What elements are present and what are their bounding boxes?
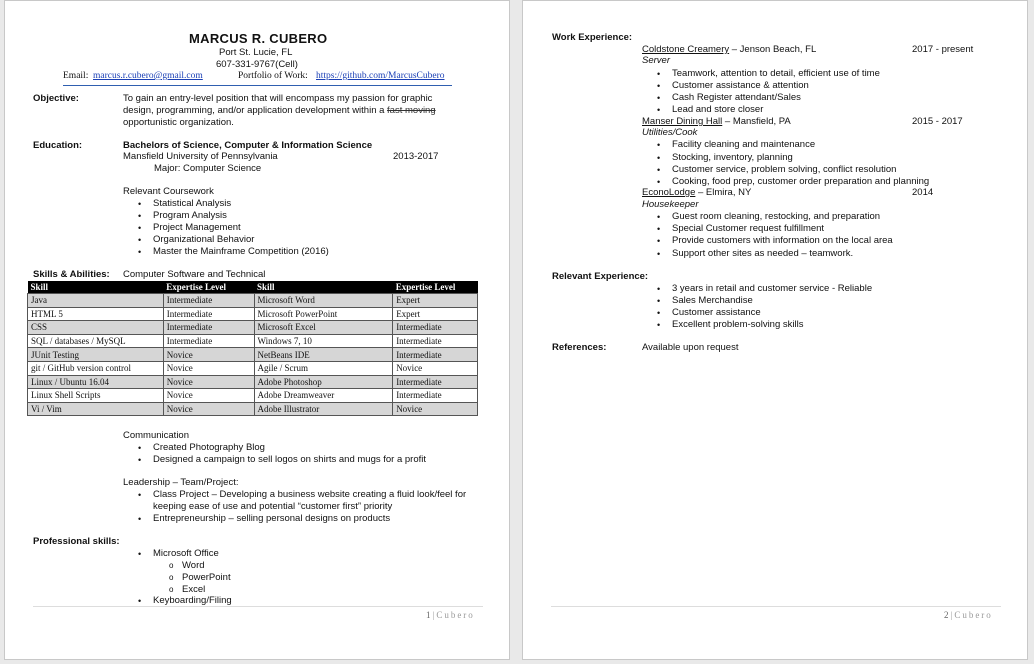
job-duty: • Guest room cleaning, restocking, and preparation: [672, 211, 880, 223]
table-cell: Linux / Ubuntu 16.04: [28, 375, 164, 389]
relevant-item: • Excellent problem-solving skills: [672, 319, 803, 331]
office-sub-item: o Excel: [182, 584, 205, 596]
email-link[interactable]: marcus.r.cubero@gmail.com: [93, 71, 203, 81]
page-number: 2: [944, 610, 951, 620]
portfolio-link[interactable]: https://github.com/MarcusCubero: [316, 71, 445, 81]
coursework-item: • Program Analysis: [153, 210, 227, 222]
footer-separator: |: [950, 610, 955, 620]
page-footer: [426, 610, 475, 620]
table-row: [28, 294, 478, 308]
footer-surname: Cubero: [954, 610, 993, 620]
leadership-title: Leadership – Team/Project:: [123, 477, 239, 488]
footer-separator: |: [432, 610, 437, 620]
coursework-item: • Organizational Behavior: [153, 234, 254, 246]
table-row: [28, 375, 478, 389]
references-heading: References:: [552, 342, 607, 353]
objective-line-1: To gain an entry-level position that will encompass my passion for graphic: [123, 93, 433, 104]
skills-table: [27, 281, 478, 416]
column-header: Expertise Level: [393, 281, 478, 294]
column-header: Skill: [28, 281, 164, 294]
footer-divider: [33, 606, 483, 607]
portfolio-label: Portfolio of Work:: [238, 71, 308, 81]
footer-divider: [551, 606, 1001, 607]
table-cell: Intermediate: [393, 334, 478, 348]
communication-item: • Created Photography Blog: [153, 442, 265, 454]
job-duty: • Teamwork, attention to detail, efficient use of time: [672, 68, 880, 80]
job-duty: • Customer assistance & attention: [672, 80, 809, 92]
column-header: Skill: [254, 281, 393, 294]
candidate-phone: 607-331-9767(Cell): [216, 59, 298, 70]
coursework-title: Relevant Coursework: [123, 186, 214, 197]
table-cell: JUnit Testing: [28, 348, 164, 362]
table-cell: Intermediate: [393, 348, 478, 362]
job-location: – Mansfield, PA: [722, 116, 791, 127]
work-heading: Work Experience:: [552, 32, 633, 43]
footer-surname: Cubero: [436, 610, 475, 620]
table-cell: Expert: [393, 307, 478, 321]
resume-page-2: [522, 0, 1028, 660]
table-cell: Linux Shell Scripts: [28, 389, 164, 403]
job-duty: • Cooking, food prep, customer order preparation and planning: [672, 176, 929, 188]
job-role: Housekeeper: [642, 199, 699, 210]
job-dates: 2014: [912, 187, 934, 198]
header-divider: [63, 85, 452, 86]
job-employer: EconoLodge: [642, 187, 696, 198]
objective-heading: Objective:: [33, 93, 79, 104]
communication-title: Communication: [123, 430, 189, 441]
job-duty: • Stocking, inventory, planning: [672, 152, 793, 164]
professional-heading: Professional skills:: [33, 536, 120, 547]
job-duty: • Lead and store closer: [672, 104, 763, 116]
job-dates: 2015 - 2017: [912, 116, 963, 127]
coursework-item: • Statistical Analysis: [153, 198, 231, 210]
objective-strike-text: fast moving: [387, 105, 436, 116]
table-cell: Microsoft Word: [254, 294, 393, 308]
table-row: [28, 334, 478, 348]
job-duty: • Provide customers with information on the local area: [672, 235, 893, 247]
table-cell: NetBeans IDE: [254, 348, 393, 362]
email-label: Email:: [63, 71, 89, 81]
table-cell: Intermediate: [163, 294, 254, 308]
table-row: [28, 402, 478, 416]
table-cell: Intermediate: [393, 375, 478, 389]
table-cell: CSS: [28, 321, 164, 335]
education-years: 2013-2017: [393, 151, 439, 162]
table-cell: Microsoft PowerPoint: [254, 307, 393, 321]
references-text: Available upon request: [642, 342, 739, 353]
table-cell: git / GitHub version control: [28, 361, 164, 375]
table-cell: Intermediate: [163, 307, 254, 321]
office-item: • Microsoft Office: [153, 548, 219, 560]
job-duty: • Customer service, problem solving, conflict resolution: [672, 164, 896, 176]
table-cell: Novice: [393, 402, 478, 416]
candidate-city: Port St. Lucie, FL: [219, 47, 293, 58]
coursework-item: • Master the Mainframe Competition (2016): [153, 246, 329, 258]
table-row: [28, 361, 478, 375]
job-dates: 2017 - present: [912, 44, 974, 55]
table-cell: Intermediate: [393, 389, 478, 403]
office-sub-item: o Word: [182, 560, 205, 572]
relevant-item: • Customer assistance: [672, 307, 761, 319]
table-row: [28, 321, 478, 335]
skills-subheading: Computer Software and Technical: [123, 269, 266, 280]
table-cell: Novice: [163, 361, 254, 375]
job-role: Utilities/Cook: [642, 127, 698, 138]
table-cell: Windows 7, 10: [254, 334, 393, 348]
job-duty: • Special Customer request fulfillment: [672, 223, 824, 235]
page-number: 1: [426, 610, 433, 620]
table-cell: HTML 5: [28, 307, 164, 321]
job-duty: • Support other sites as needed – teamwork.: [672, 248, 853, 260]
column-header: Expertise Level: [163, 281, 254, 294]
job-employer: Manser Dining Hall: [642, 116, 723, 127]
candidate-name: MARCUS R. CUBERO: [189, 31, 328, 46]
job-duty: • Cash Register attendant/Sales: [672, 92, 801, 104]
table-cell: Novice: [163, 348, 254, 362]
table-cell: Adobe Dreamweaver: [254, 389, 393, 403]
table-cell: Novice: [163, 402, 254, 416]
table-row: [28, 307, 478, 321]
job-location: – Elmira, NY: [695, 187, 752, 198]
education-degree: Bachelors of Science, Computer & Information Science: [123, 140, 373, 151]
job-employer: Coldstone Creamery: [642, 44, 730, 55]
leadership-item: • Entrepreneurship – selling personal designs on products: [153, 513, 390, 525]
table-cell: Intermediate: [163, 321, 254, 335]
leadership-item-continued: keeping ease of use and potential “customer first” priority: [153, 501, 393, 512]
table-cell: Microsoft Excel: [254, 321, 393, 335]
table-cell: Adobe Illustrator: [254, 402, 393, 416]
objective-line-2: [123, 105, 436, 117]
skills-heading: Skills & Abilities:: [33, 269, 110, 280]
table-cell: Intermediate: [163, 334, 254, 348]
education-major: Major: Computer Science: [154, 163, 262, 174]
resume-page-1: [4, 0, 510, 660]
job-duty: • Facility cleaning and maintenance: [672, 139, 815, 151]
objective-line-3: opportunistic organization.: [123, 117, 234, 128]
table-cell: Vi / Vim: [28, 402, 164, 416]
office-sub-item: o PowerPoint: [182, 572, 231, 584]
job-location: – Jenson Beach, FL: [729, 44, 817, 55]
coursework-item: • Project Management: [153, 222, 241, 234]
table-cell: Adobe Photoshop: [254, 375, 393, 389]
job-role: Server: [642, 55, 670, 66]
education-school: Mansfield University of Pennsylvania: [123, 151, 278, 162]
table-cell: Intermediate: [393, 321, 478, 335]
table-cell: Agile / Scrum: [254, 361, 393, 375]
objective-text-2a: design, programming, and/or application development within a: [123, 105, 388, 116]
job-employer-line: [642, 187, 751, 199]
leadership-item: • Class Project – Developing a business website creating a fluid look/feel for: [153, 489, 466, 501]
table-cell: Novice: [163, 375, 254, 389]
skills-table-header: [28, 281, 478, 294]
relevant-item: • 3 years in retail and customer service - Reliable: [672, 283, 872, 295]
table-cell: Expert: [393, 294, 478, 308]
table-cell: Novice: [163, 389, 254, 403]
page-footer: [944, 610, 993, 620]
relevant-item: • Sales Merchandise: [672, 295, 753, 307]
table-row: [28, 348, 478, 362]
table-cell: Java: [28, 294, 164, 308]
communication-item: • Designed a campaign to sell logos on shirts and mugs for a profit: [153, 454, 426, 466]
keyboarding-item: • Keyboarding/Filing: [153, 595, 232, 607]
table-cell: SQL / databases / MySQL: [28, 334, 164, 348]
education-heading: Education:: [33, 140, 83, 151]
table-cell: Novice: [393, 361, 478, 375]
relevant-heading: Relevant Experience:: [552, 271, 649, 282]
table-row: [28, 389, 478, 403]
